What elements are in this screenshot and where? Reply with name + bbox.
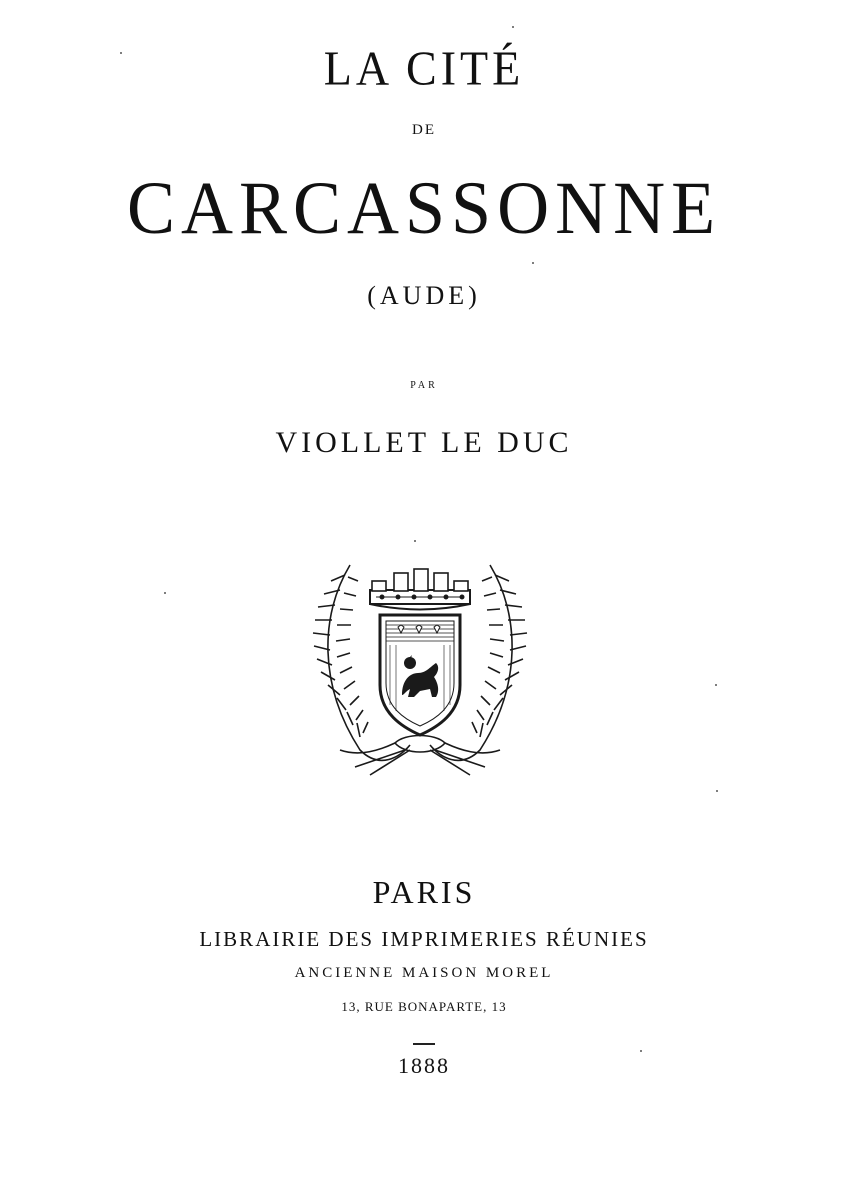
book-title: CARCASSONNE xyxy=(126,166,722,250)
scan-speck xyxy=(716,790,718,792)
scan-speck xyxy=(532,262,534,264)
divider-rule xyxy=(413,1043,435,1045)
scan-speck xyxy=(414,540,416,542)
publisher-subtitle: ANCIENNE MAISON MOREL xyxy=(294,965,554,981)
publication-year: 1888 xyxy=(398,1053,450,1078)
title-connector: DE xyxy=(412,122,436,138)
publication-place: PARIS xyxy=(372,874,476,910)
scan-speck xyxy=(640,1050,642,1052)
scan-speck xyxy=(164,592,166,594)
book-subtitle: (AUDE) xyxy=(367,281,481,310)
publisher-name: LIBRAIRIE DES IMPRIMERIES RÉUNIES xyxy=(199,927,649,951)
publisher-address: 13, RUE BONAPARTE, 13 xyxy=(341,999,507,1014)
byline-prefix: PAR xyxy=(410,380,438,391)
coat-of-arms-icon xyxy=(310,545,530,785)
author-name: VIOLLET LE DUC xyxy=(275,426,573,459)
title-line-1: LA CITÉ xyxy=(323,41,525,96)
scan-speck xyxy=(512,26,514,28)
scan-speck xyxy=(120,52,122,54)
scan-speck xyxy=(715,684,717,686)
